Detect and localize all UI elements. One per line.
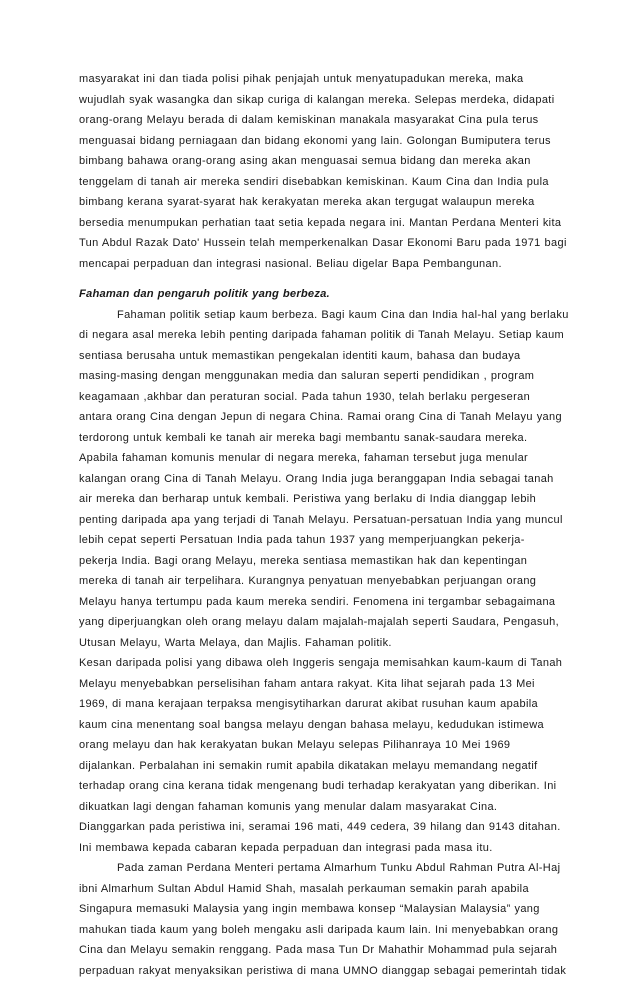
text-line: Apabila fahaman komunis menular di negara mereka, fahaman tersebut juga menular [79,448,567,469]
text-line: Melayu hanya tertumpu pada kaum mereka sendiri. Fenomena ini tergambar sebagaimana [79,592,567,613]
text-line: Cina dan Melayu semakin renggang. Pada masa Tun Dr Mahathir Mohammad pula sejarah [79,940,567,961]
text-line: sentiasa berusaha untuk memastikan pengekalan identiti kaum, bahasa dan budaya [79,346,567,367]
text-line: bimbang kerana syarat-syarat hak kerakyatan mereka akan tergugat walaupun mereka [79,192,567,213]
text-line: dijalankan. Perbalahan ini semakin rumit apabila dikatakan melayu memandang negatif [79,756,567,777]
text-line: mereka di tanah air terpelihara. Kurangnya penyatuan menyebabkan perjuangan orang [79,571,567,592]
text-line: antara orang Cina dengan Jepun di negara China. Ramai orang Cina di Tanah Melayu yang [79,407,567,428]
text-line: Kesan daripada polisi yang dibawa oleh Inggeris sengaja memisahkan kaum-kaum di Tanah [79,653,567,674]
text-line: menguasai bidang perniagaan dan bidang ekonomi yang lain. Golongan Bumiputera terus [79,131,567,152]
text-line: pekerja India. Bagi orang Melayu, mereka sentiasa memastikan hak dan kepentingan [79,551,567,572]
text-line: Tun Abdul Razak Dato' Hussein telah memperkenalkan Dasar Ekonomi Baru pada 1971 bagi [79,233,567,254]
document-body [79,69,567,981]
text-line: bersedia menumpukan perhatian taat setia kepada negara ini. Mantan Perdana Menteri kita [79,213,567,234]
text-line: ibni Almarhum Sultan Abdul Hamid Shah, masalah perkauman semakin parah apabila [79,879,567,900]
text-line: Melayu menyebabkan perselisihan faham antara rakyat. Kita lihat sejarah pada 13 Mei [79,674,567,695]
text-line: terhadap orang cina kerana tidak mengenang budi terhadap kerakyatan yang diberikan. Ini [79,776,567,797]
text-line: Pada zaman Perdana Menteri pertama Almarhum Tunku Abdul Rahman Putra Al-Haj [79,858,567,879]
text-line: Fahaman politik setiap kaum berbeza. Bagi kaum Cina dan India hal-hal yang berlaku [79,305,567,326]
text-line: tenggelam di tanah air mereka sendiri disebabkan kemiskinan. Kaum Cina dan India pula [79,172,567,193]
text-line: Singapura memasuki Malaysia yang ingin membawa konsep “Malaysian Malaysia” yang [79,899,567,920]
section-heading: Fahaman dan pengaruh politik yang berbeza. [79,284,567,305]
text-line: mencapai perpaduan dan integrasi nasional. Beliau digelar Bapa Pembangunan. [79,254,567,275]
text-line: orang melayu dan hak kerakyatan bukan Melayu selepas Pilihanraya 10 Mei 1969 [79,735,567,756]
text-line: keagamaan ,akhbar dan peraturan social. Pada tahun 1930, telah berlaku pergeseran [79,387,567,408]
text-line: 1969, di mana kerajaan terpaksa mengisytiharkan darurat akibat rusuhan kaum apabila [79,694,567,715]
text-line: yang diperjuangkan oleh orang melayu dalam majalah-majalah seperti Saudara, Pengasuh, [79,612,567,633]
text-line: masing-masing dengan menggunakan media dan saluran seperti pendidikan , program [79,366,567,387]
text-line: dikuatkan lagi dengan fahaman komunis yang menular dalam masyarakat Cina. [79,797,567,818]
text-line: Ini membawa kepada cabaran kepada perpaduan dan integrasi pada masa itu. [79,838,567,859]
text-line: terdorong untuk kembali ke tanah air mereka bagi membantu sanak-saudara mereka. [79,428,567,449]
text-line: di negara asal mereka lebih penting daripada fahaman politik di Tanah Melayu. Setiap kaum [79,325,567,346]
text-line: mahukan tiada kaum yang boleh mengaku asli daripada kaum lain. Ini menyebabkan orang [79,920,567,941]
text-line: lebih cepat seperti Persatuan India pada tahun 1937 yang memperjuangkan pekerja- [79,530,567,551]
text-line: penting daripada apa yang terjadi di Tanah Melayu. Persatuan-persatuan India yang muncul [79,510,567,531]
text-line: wujudlah syak wasangka dan sikap curiga di kalangan mereka. Selepas merdeka, didapati [79,90,567,111]
text-line: masyarakat ini dan tiada polisi pihak penjajah untuk menyatupadukan mereka, maka [79,69,567,90]
text-line: kaum cina menentang soal bangsa melayu dengan bahasa melayu, kedudukan istimewa [79,715,567,736]
text-line: Utusan Melayu, Warta Melaya, dan Majlis. Fahaman politik. [79,633,567,654]
text-line: bimbang bahawa orang-orang asing akan menguasai semua bidang dan mereka akan [79,151,567,172]
text-line: perpaduan rakyat menyaksikan peristiwa di mana UMNO dianggap sebagai pemerintah tidak [79,961,567,981]
text-line: orang-orang Melayu berada di dalam kemiskinan manakala masyarakat Cina pula terus [79,110,567,131]
text-line: air mereka dan berharap untuk kembali. Peristiwa yang berlaku di India dianggap lebih [79,489,567,510]
text-line: Dianggarkan pada peristiwa ini, seramai 196 mati, 449 cedera, 39 hilang dan 9143 ditahan. [79,817,567,838]
text-line: kalangan orang Cina di Tanah Melayu. Orang India juga beranggapan India sebagai tanah [79,469,567,490]
